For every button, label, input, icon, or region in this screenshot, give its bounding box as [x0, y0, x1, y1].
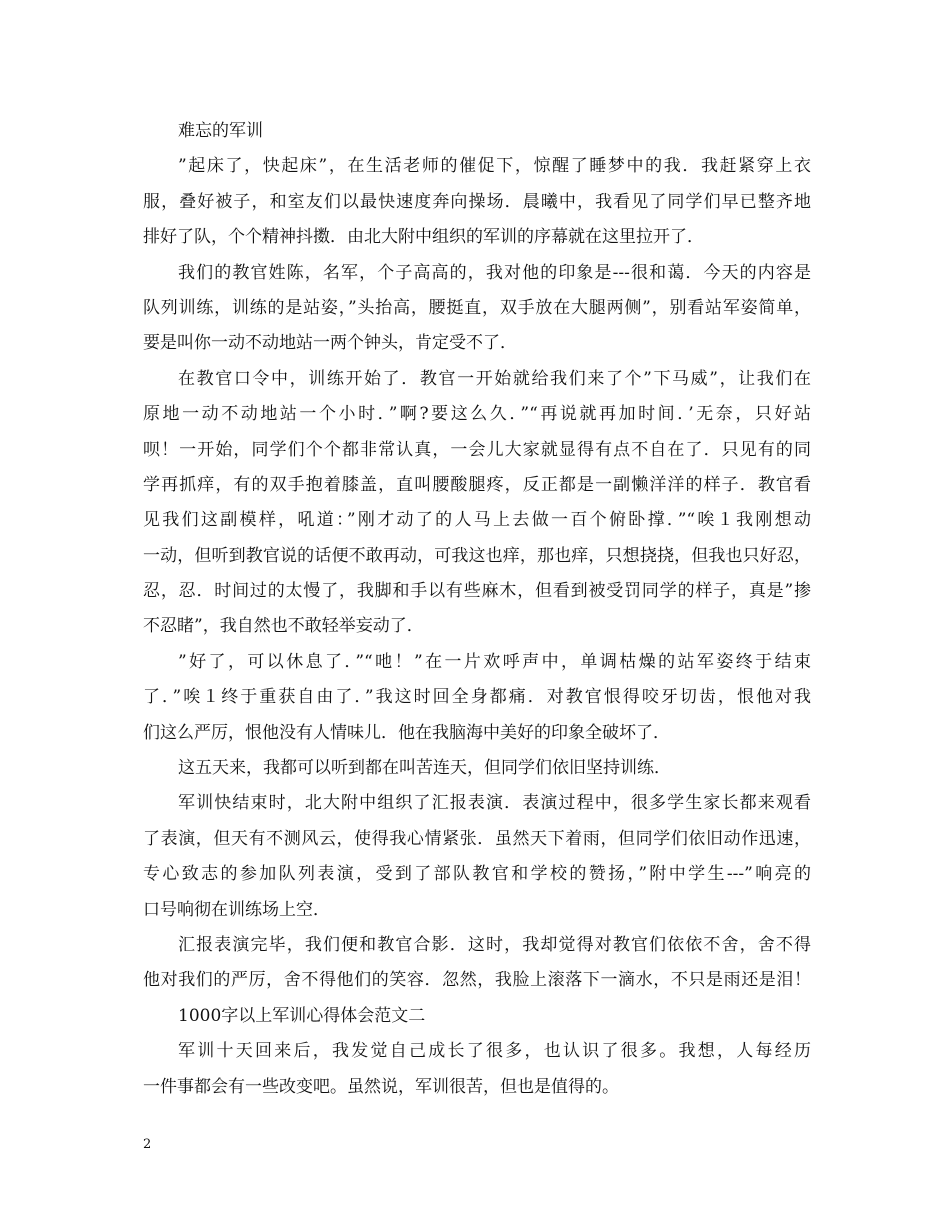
paragraph-line: 忍，忍．时间过的太慢了，我脚和手以有些麻木，但看到被受罚同学的样子，真是”掺 — [143, 581, 811, 602]
paragraph-line: 见我们这副模样，吼道：”刚才动了的人马上去做一百个俯卧撑．”“唉１我刚想动 — [143, 510, 811, 531]
paragraph-line: 这五天来，我都可以听到都在叫苦连天，但同学们依旧坚持训练． — [178, 758, 671, 779]
paragraph-line: 们这么严厉，恨他没有人情味儿．他在我脑海中美好的印象全破坏了． — [143, 722, 670, 743]
page-number: 2 — [143, 1137, 152, 1152]
paragraph-line: ”好了，可以休息了．”“吔！”在一片欢呼声中，单调枯燥的站军姿终于结束 — [178, 651, 811, 672]
paragraph-line: 要是叫你一动不动地站一两个钟头，肯定受不了． — [143, 333, 517, 354]
paragraph-line: 专心致志的参加队列表演，受到了部队教官和学校的赞扬，”附中学生---”响亮的 — [143, 864, 811, 885]
document-title: 难忘的军训 — [178, 121, 263, 141]
paragraph-line: 一件事都会有一些改变吧。虽然说，军训很苦，但也是值得的。 — [143, 1076, 619, 1097]
paragraph-line: 排好了队，个个精神抖擞．由北大附中组织的军训的序幕就在这里拉开了． — [143, 227, 704, 248]
paragraph-line: 不忍睹”，我自然也不敢轻举妄动了． — [143, 616, 424, 637]
section-heading: 1000字以上军训心得体会范文二 — [178, 1005, 426, 1026]
document-body — [143, 114, 811, 1105]
paragraph-line: 他对我们的严厉，舍不得他们的笑容．忽然，我脸上滚落下一滴水，不只是雨还是泪！ — [143, 970, 811, 991]
paragraph-line: 汇报表演完毕，我们便和教官合影．这时，我却觉得对教官们依依不舍，舍不得 — [178, 934, 811, 955]
paragraph-line: 服，叠好被子，和室友们以最快速度奔向操场．晨曦中，我看见了同学们早已整齐地 — [143, 191, 811, 212]
paragraph-line: 队列训练，训练的是站姿，”头抬高，腰挺直，双手放在大腿两侧”，别看站军姿简单， — [143, 297, 811, 318]
paragraph-line: 在教官口令中，训练开始了．教官一开始就给我们来了个”下马威”，让我们在 — [178, 368, 811, 389]
paragraph-line: 一动，但听到教官说的话便不敢再动，可我这也痒，那也痒，只想挠挠，但我也只好忍， — [143, 545, 811, 566]
paragraph-line: 了表演，但天有不测风云，使得我心情紧张．虽然天下着雨，但同学们依旧动作迅速， — [143, 828, 811, 849]
paragraph-line: 学再抓痒，有的双手抱着膝盖，直叫腰酸腿疼，反正都是一副懒洋洋的样子．教官看 — [143, 474, 811, 495]
paragraph-line: 军训快结束时，北大附中组织了汇报表演．表演过程中，很多学生家长都来观看 — [178, 793, 811, 814]
paragraph-line: 原地一动不动地站一个小时．”啊?要这么久．”“再说就再加时间．’无奈，只好站 — [143, 404, 811, 425]
paragraph-line: 口号响彻在训练场上空． — [143, 899, 330, 920]
paragraph-line: 军训十天回来后，我发觉自己成长了很多，也认识了很多。我想，人每经历 — [178, 1041, 811, 1062]
paragraph-line: 呗！一开始，同学们个个都非常认真，一会儿大家就显得有点不自在了．只见有的同 — [143, 439, 811, 460]
paragraph-line: 我们的教官姓陈，名军，个子高高的，我对他的印象是---很和蔼．今天的内容是 — [178, 262, 811, 283]
paragraph-line: 了．”唉１终于重获自由了．”我这时回全身都痛．对教官恨得咬牙切齿，恨他对我 — [143, 687, 811, 708]
paragraph-line: ”起床了，快起床”，在生活老师的催促下，惊醒了睡梦中的我．我赶紧穿上衣 — [178, 156, 811, 177]
